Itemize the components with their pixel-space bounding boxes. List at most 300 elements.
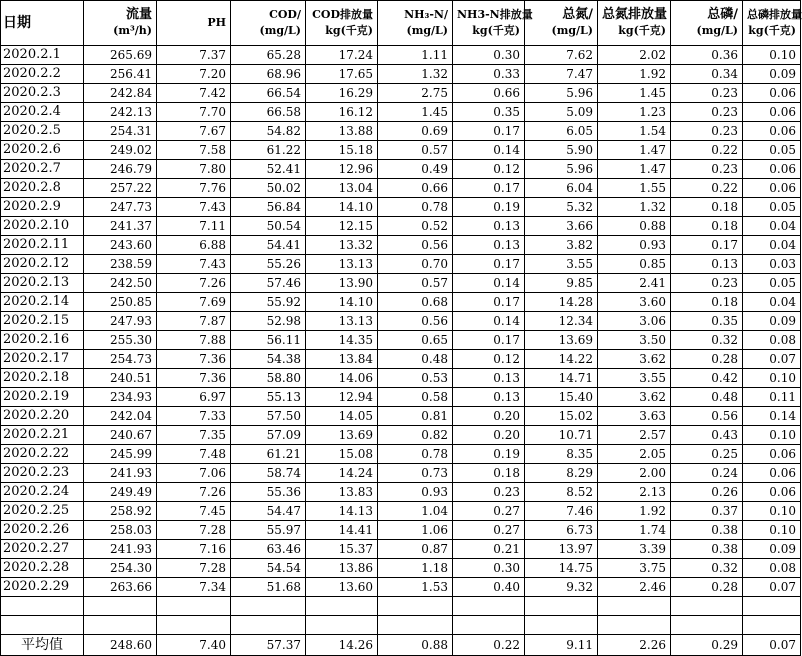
table-cell: 8.29	[525, 464, 598, 483]
header-tn-discharge: 总氮排放量	[598, 1, 671, 24]
table-cell: 13.32	[306, 236, 378, 255]
table-cell: 254.31	[84, 122, 157, 141]
table-cell: 3.60	[598, 293, 671, 312]
table-cell: 0.57	[378, 141, 453, 160]
table-cell: 0.49	[378, 160, 453, 179]
table-cell: 247.73	[84, 198, 157, 217]
row-date-cell: 2020.2.29	[1, 578, 84, 597]
table-cell: 7.58	[157, 141, 231, 160]
table-cell: 0.70	[378, 255, 453, 274]
table-cell: 8.52	[525, 483, 598, 502]
average-cell: 0.07	[743, 635, 801, 656]
row-date-cell: 2020.2.12	[1, 255, 84, 274]
table-cell: 3.75	[598, 559, 671, 578]
table-row	[1, 217, 801, 236]
header-tp-discharge: 总磷排放量	[743, 1, 801, 24]
table-cell: 7.43	[157, 255, 231, 274]
table-cell: 0.03	[743, 255, 801, 274]
table-cell: 5.32	[525, 198, 598, 217]
table-cell: 57.09	[231, 426, 306, 445]
table-cell: 7.70	[157, 103, 231, 122]
table-row	[1, 46, 801, 65]
table-cell: 55.92	[231, 293, 306, 312]
table-cell: 1.74	[598, 521, 671, 540]
table-cell: 0.17	[453, 255, 525, 274]
header-date: 日期	[1, 1, 84, 46]
header-flow-unit: (m³/h)	[84, 23, 157, 46]
table-cell: 2.00	[598, 464, 671, 483]
table-cell: 8.35	[525, 445, 598, 464]
table-cell: 13.13	[306, 255, 378, 274]
table-cell: 0.10	[743, 369, 801, 388]
table-cell: 0.23	[453, 483, 525, 502]
table-cell: 6.73	[525, 521, 598, 540]
empty-cell	[306, 616, 378, 635]
table-cell: 54.41	[231, 236, 306, 255]
table-cell: 254.73	[84, 350, 157, 369]
table-cell: 0.05	[743, 198, 801, 217]
table-cell: 0.38	[671, 521, 743, 540]
table-cell: 7.47	[525, 65, 598, 84]
table-cell: 14.41	[306, 521, 378, 540]
table-cell: 0.36	[671, 46, 743, 65]
row-date-cell: 2020.2.7	[1, 160, 84, 179]
table-cell: 234.93	[84, 388, 157, 407]
average-cell: 57.37	[231, 635, 306, 656]
table-cell: 242.04	[84, 407, 157, 426]
table-cell: 13.60	[306, 578, 378, 597]
table-cell: 15.37	[306, 540, 378, 559]
table-cell: 7.37	[157, 46, 231, 65]
table-cell: 7.06	[157, 464, 231, 483]
header-tp-discharge-unit: kg(千克)	[743, 23, 801, 46]
table-cell: 63.46	[231, 540, 306, 559]
table-cell: 1.32	[598, 198, 671, 217]
row-date-cell: 2020.2.20	[1, 407, 84, 426]
table-row	[1, 445, 801, 464]
table-row	[1, 160, 801, 179]
table-cell: 3.06	[598, 312, 671, 331]
table-cell: 50.54	[231, 217, 306, 236]
table-cell: 14.24	[306, 464, 378, 483]
table-cell: 0.17	[453, 179, 525, 198]
table-cell: 0.11	[743, 388, 801, 407]
table-row	[1, 65, 801, 84]
average-cell: 14.26	[306, 635, 378, 656]
table-cell: 0.08	[743, 559, 801, 578]
table-row	[1, 141, 801, 160]
table-cell: 0.06	[743, 84, 801, 103]
row-date-cell: 2020.2.15	[1, 312, 84, 331]
table-cell: 14.28	[525, 293, 598, 312]
table-cell: 0.38	[671, 540, 743, 559]
table-cell: 55.36	[231, 483, 306, 502]
table-cell: 7.26	[157, 274, 231, 293]
table-cell: 7.36	[157, 369, 231, 388]
header-cod-discharge-unit: kg(千克)	[306, 23, 378, 46]
average-cell: 0.22	[453, 635, 525, 656]
table-cell: 0.57	[378, 274, 453, 293]
table-cell: 0.07	[743, 350, 801, 369]
table-row	[1, 407, 801, 426]
table-cell: 0.14	[743, 407, 801, 426]
row-date-cell: 2020.2.23	[1, 464, 84, 483]
table-cell: 0.48	[378, 350, 453, 369]
table-cell: 257.22	[84, 179, 157, 198]
table-cell: 0.82	[378, 426, 453, 445]
table-cell: 7.36	[157, 350, 231, 369]
table-cell: 0.27	[453, 502, 525, 521]
table-cell: 256.41	[84, 65, 157, 84]
table-cell: 17.65	[306, 65, 378, 84]
table-cell: 52.41	[231, 160, 306, 179]
table-cell: 0.08	[743, 331, 801, 350]
empty-cell	[378, 597, 453, 616]
table-cell: 0.06	[743, 103, 801, 122]
row-date-cell: 2020.2.11	[1, 236, 84, 255]
table-cell: 7.26	[157, 483, 231, 502]
table-cell: 56.84	[231, 198, 306, 217]
table-cell: 0.14	[453, 312, 525, 331]
average-cell: 0.88	[378, 635, 453, 656]
table-cell: 7.45	[157, 502, 231, 521]
table-cell: 54.54	[231, 559, 306, 578]
table-cell: 0.33	[453, 65, 525, 84]
table-cell: 242.50	[84, 274, 157, 293]
average-cell: 9.11	[525, 635, 598, 656]
table-cell: 255.30	[84, 331, 157, 350]
table-cell: 65.28	[231, 46, 306, 65]
table-cell: 7.11	[157, 217, 231, 236]
table-cell: 0.12	[453, 160, 525, 179]
table-cell: 7.76	[157, 179, 231, 198]
table-cell: 1.47	[598, 160, 671, 179]
table-cell: 15.08	[306, 445, 378, 464]
average-row	[1, 635, 801, 656]
table-cell: 0.56	[671, 407, 743, 426]
table-cell: 9.32	[525, 578, 598, 597]
table-cell: 0.10	[743, 502, 801, 521]
header-row-bottom	[1, 23, 801, 46]
table-cell: 7.48	[157, 445, 231, 464]
header-cod-discharge: COD排放量	[306, 1, 378, 24]
table-cell: 1.45	[598, 84, 671, 103]
header-nh3n-unit: (mg/L)	[378, 23, 453, 46]
blank-row	[1, 616, 801, 635]
row-date-cell: 2020.2.10	[1, 217, 84, 236]
table-row	[1, 255, 801, 274]
table-cell: 0.93	[378, 483, 453, 502]
empty-cell	[453, 597, 525, 616]
table-cell: 5.09	[525, 103, 598, 122]
average-label: 平均值	[1, 635, 84, 656]
table-cell: 241.93	[84, 540, 157, 559]
row-date-cell: 2020.2.24	[1, 483, 84, 502]
table-cell: 0.19	[453, 445, 525, 464]
table-cell: 0.43	[671, 426, 743, 445]
table-cell: 263.66	[84, 578, 157, 597]
table-cell: 0.27	[453, 521, 525, 540]
empty-cell	[231, 616, 306, 635]
empty-cell	[525, 597, 598, 616]
table-cell: 0.21	[453, 540, 525, 559]
table-cell: 240.51	[84, 369, 157, 388]
table-cell: 51.68	[231, 578, 306, 597]
table-cell: 7.46	[525, 502, 598, 521]
table-cell: 6.97	[157, 388, 231, 407]
table-cell: 12.15	[306, 217, 378, 236]
table-cell: 55.97	[231, 521, 306, 540]
table-cell: 1.11	[378, 46, 453, 65]
table-cell: 50.02	[231, 179, 306, 198]
row-date-cell: 2020.2.17	[1, 350, 84, 369]
table-cell: 0.56	[378, 312, 453, 331]
table-cell: 0.09	[743, 65, 801, 84]
table-cell: 7.43	[157, 198, 231, 217]
table-cell: 0.65	[378, 331, 453, 350]
header-nh3n-discharge-unit: kg(千克)	[453, 23, 525, 46]
table-cell: 13.83	[306, 483, 378, 502]
table-cell: 0.10	[743, 521, 801, 540]
row-date-cell: 2020.2.2	[1, 65, 84, 84]
row-date-cell: 2020.2.5	[1, 122, 84, 141]
table-cell: 15.02	[525, 407, 598, 426]
table-cell: 7.42	[157, 84, 231, 103]
table-cell: 16.29	[306, 84, 378, 103]
average-cell: 248.60	[84, 635, 157, 656]
table-row	[1, 103, 801, 122]
table-cell: 0.07	[743, 578, 801, 597]
table-cell: 0.23	[671, 122, 743, 141]
table-cell: 14.71	[525, 369, 598, 388]
header-tn-discharge-unit: kg(千克)	[598, 23, 671, 46]
table-cell: 6.88	[157, 236, 231, 255]
table-cell: 0.10	[743, 426, 801, 445]
table-cell: 13.97	[525, 540, 598, 559]
table-cell: 58.74	[231, 464, 306, 483]
table-cell: 7.28	[157, 521, 231, 540]
table-cell: 0.87	[378, 540, 453, 559]
table-cell: 1.55	[598, 179, 671, 198]
table-cell: 0.06	[743, 483, 801, 502]
table-row	[1, 426, 801, 445]
table-cell: 14.13	[306, 502, 378, 521]
table-cell: 249.02	[84, 141, 157, 160]
table-cell: 3.62	[598, 388, 671, 407]
table-cell: 0.78	[378, 445, 453, 464]
table-cell: 1.47	[598, 141, 671, 160]
table-cell: 7.62	[525, 46, 598, 65]
table-cell: 68.96	[231, 65, 306, 84]
header-tp-unit: (mg/L)	[671, 23, 743, 46]
row-date-cell: 2020.2.27	[1, 540, 84, 559]
empty-cell	[84, 616, 157, 635]
row-date-cell: 2020.2.26	[1, 521, 84, 540]
table-cell: 13.88	[306, 122, 378, 141]
table-cell: 14.10	[306, 198, 378, 217]
empty-cell	[157, 616, 231, 635]
table-cell: 56.11	[231, 331, 306, 350]
table-cell: 0.35	[453, 103, 525, 122]
table-cell: 2.46	[598, 578, 671, 597]
table-cell: 7.35	[157, 426, 231, 445]
table-cell: 15.18	[306, 141, 378, 160]
table-cell: 243.60	[84, 236, 157, 255]
table-cell: 7.88	[157, 331, 231, 350]
table-cell: 0.23	[671, 160, 743, 179]
table-row	[1, 350, 801, 369]
table-cell: 3.55	[525, 255, 598, 274]
table-cell: 13.04	[306, 179, 378, 198]
table-cell: 250.85	[84, 293, 157, 312]
header-row-top	[1, 1, 801, 24]
table-cell: 66.54	[231, 84, 306, 103]
table-cell: 0.14	[453, 274, 525, 293]
empty-cell	[598, 597, 671, 616]
table-cell: 0.18	[671, 293, 743, 312]
empty-cell	[671, 616, 743, 635]
table-cell: 0.18	[453, 464, 525, 483]
table-cell: 0.40	[453, 578, 525, 597]
row-date-cell: 2020.2.14	[1, 293, 84, 312]
table-row	[1, 578, 801, 597]
table-cell: 6.05	[525, 122, 598, 141]
table-cell: 1.32	[378, 65, 453, 84]
table-cell: 1.54	[598, 122, 671, 141]
empty-cell	[743, 597, 801, 616]
table-cell: 0.32	[671, 559, 743, 578]
table-cell: 13.90	[306, 274, 378, 293]
table-cell: 66.58	[231, 103, 306, 122]
table-cell: 5.96	[525, 160, 598, 179]
table-cell: 13.69	[525, 331, 598, 350]
table-cell: 54.47	[231, 502, 306, 521]
table-cell: 247.93	[84, 312, 157, 331]
table-cell: 0.13	[453, 388, 525, 407]
table-cell: 0.13	[453, 369, 525, 388]
table-row	[1, 274, 801, 293]
table-cell: 10.71	[525, 426, 598, 445]
table-cell: 0.93	[598, 236, 671, 255]
table-cell: 0.32	[671, 331, 743, 350]
table-row	[1, 540, 801, 559]
table-cell: 61.21	[231, 445, 306, 464]
table-cell: 57.50	[231, 407, 306, 426]
table-cell: 14.10	[306, 293, 378, 312]
table-cell: 7.33	[157, 407, 231, 426]
table-cell: 7.80	[157, 160, 231, 179]
empty-cell	[671, 597, 743, 616]
row-date-cell: 2020.2.8	[1, 179, 84, 198]
table-cell: 5.90	[525, 141, 598, 160]
table-cell: 258.92	[84, 502, 157, 521]
table-cell: 0.09	[743, 540, 801, 559]
table-cell: 0.13	[453, 217, 525, 236]
header-flow: 流量	[84, 1, 157, 24]
table-cell: 0.52	[378, 217, 453, 236]
empty-cell	[598, 616, 671, 635]
table-cell: 0.22	[671, 141, 743, 160]
table-row	[1, 483, 801, 502]
table-cell: 0.66	[453, 84, 525, 103]
table-cell: 254.30	[84, 559, 157, 578]
table-cell: 0.24	[671, 464, 743, 483]
table-cell: 0.06	[743, 179, 801, 198]
table-cell: 3.82	[525, 236, 598, 255]
table-cell: 0.05	[743, 274, 801, 293]
table-cell: 240.67	[84, 426, 157, 445]
table-cell: 7.34	[157, 578, 231, 597]
table-cell: 7.28	[157, 559, 231, 578]
row-date-cell: 2020.2.6	[1, 141, 84, 160]
table-cell: 0.85	[598, 255, 671, 274]
table-cell: 0.05	[743, 141, 801, 160]
table-cell: 2.13	[598, 483, 671, 502]
table-cell: 0.23	[671, 84, 743, 103]
table-cell: 0.30	[453, 46, 525, 65]
table-cell: 13.69	[306, 426, 378, 445]
row-date-cell: 2020.2.13	[1, 274, 84, 293]
average-cell: 7.40	[157, 635, 231, 656]
row-date-cell: 2020.2.1	[1, 46, 84, 65]
header-tn-unit: (mg/L)	[525, 23, 598, 46]
table-row	[1, 464, 801, 483]
table-cell: 0.13	[453, 236, 525, 255]
table-cell: 3.50	[598, 331, 671, 350]
table-cell: 7.69	[157, 293, 231, 312]
table-cell: 1.06	[378, 521, 453, 540]
table-cell: 54.38	[231, 350, 306, 369]
table-cell: 265.69	[84, 46, 157, 65]
table-cell: 7.20	[157, 65, 231, 84]
table-cell: 0.22	[671, 179, 743, 198]
table-cell: 0.34	[671, 65, 743, 84]
table-cell: 3.39	[598, 540, 671, 559]
table-cell: 0.17	[453, 293, 525, 312]
table-cell: 12.94	[306, 388, 378, 407]
table-cell: 14.22	[525, 350, 598, 369]
table-cell: 2.57	[598, 426, 671, 445]
table-cell: 2.75	[378, 84, 453, 103]
table-cell: 1.92	[598, 502, 671, 521]
table-cell: 13.84	[306, 350, 378, 369]
row-date-cell: 2020.2.18	[1, 369, 84, 388]
table-cell: 0.04	[743, 236, 801, 255]
table-cell: 0.14	[453, 141, 525, 160]
table-cell: 0.06	[743, 122, 801, 141]
table-cell: 0.42	[671, 369, 743, 388]
table-cell: 241.37	[84, 217, 157, 236]
table-cell: 0.04	[743, 293, 801, 312]
row-date-cell: 2020.2.19	[1, 388, 84, 407]
table-row	[1, 502, 801, 521]
table-cell: 0.04	[743, 217, 801, 236]
table-cell: 2.02	[598, 46, 671, 65]
table-cell: 17.24	[306, 46, 378, 65]
table-cell: 258.03	[84, 521, 157, 540]
table-cell: 1.23	[598, 103, 671, 122]
table-row	[1, 236, 801, 255]
table-cell: 0.23	[671, 103, 743, 122]
table-cell: 3.55	[598, 369, 671, 388]
table-cell: 242.13	[84, 103, 157, 122]
table-row	[1, 521, 801, 540]
table-cell: 0.06	[743, 464, 801, 483]
table-cell: 0.73	[378, 464, 453, 483]
table-cell: 1.53	[378, 578, 453, 597]
average-cell: 2.26	[598, 635, 671, 656]
table-cell: 241.93	[84, 464, 157, 483]
